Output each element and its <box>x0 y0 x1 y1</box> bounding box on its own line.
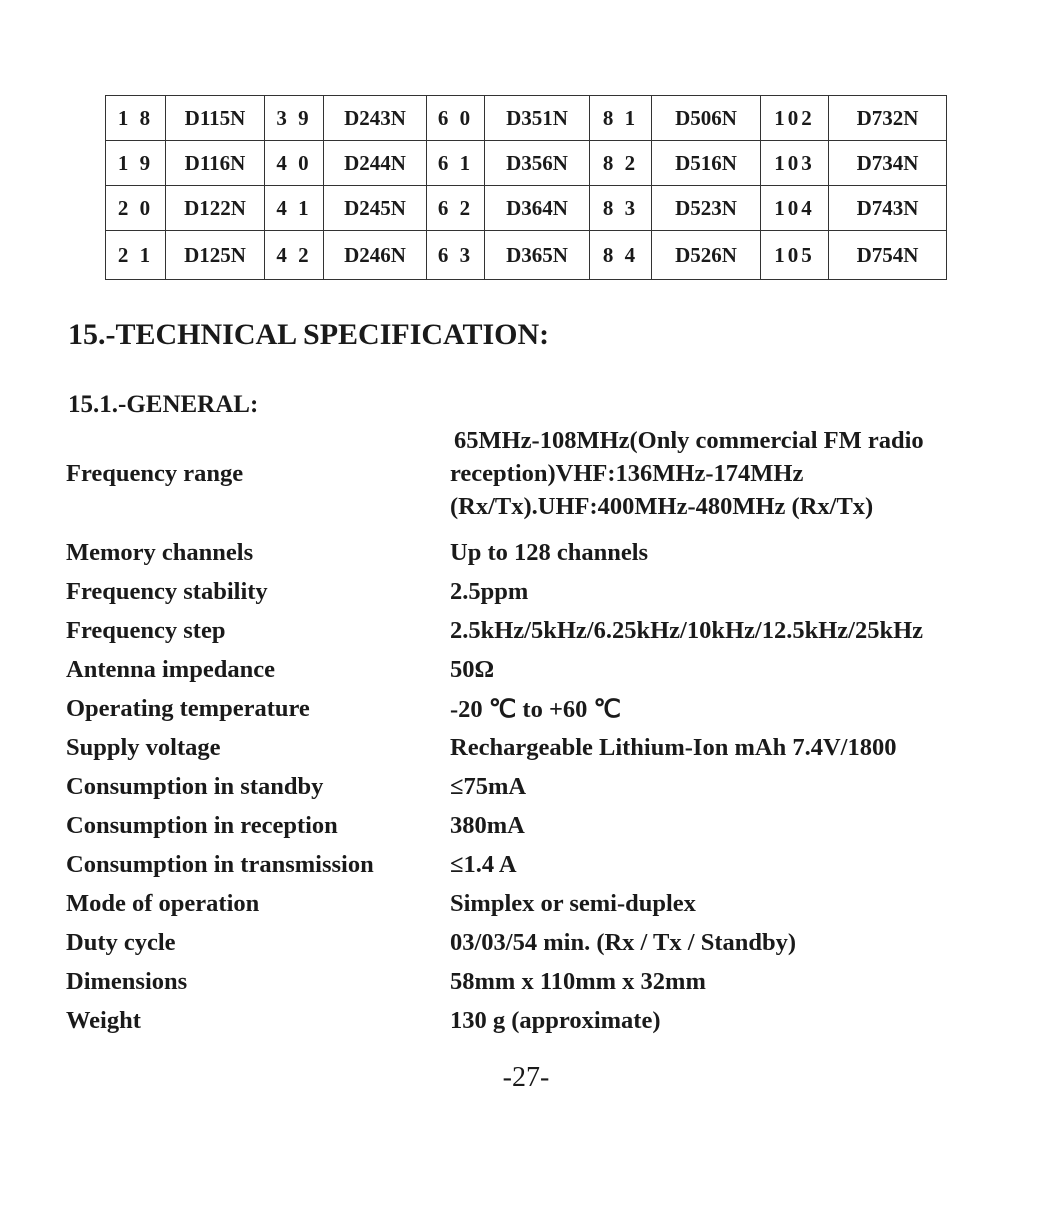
spec-label: Supply voltage <box>66 733 221 761</box>
spec-value: Rechargeable Lithium-Ion mAh 7.4V/1800 <box>450 733 897 761</box>
spec-label: Memory channels <box>66 538 254 566</box>
code-cell: D734N <box>829 141 947 186</box>
code-cell: D523N <box>652 186 761 231</box>
spec-label: Consumption in reception <box>66 811 338 839</box>
channel-number-cell: 3 9 <box>265 96 324 141</box>
channel-number-cell: 6 1 <box>427 141 485 186</box>
spec-value: ≤75mA <box>450 772 527 800</box>
table-row <box>106 231 947 280</box>
spec-label: Weight <box>66 1006 141 1034</box>
code-cell: D243N <box>324 96 427 141</box>
code-cell: D364N <box>485 186 590 231</box>
spec-value-line: (Rx/Tx).UHF:400MHz-480MHz (Rx/Tx) <box>450 493 874 520</box>
table-row <box>106 186 947 231</box>
spec-row <box>66 650 1026 689</box>
channel-number-cell: 8 2 <box>590 141 652 186</box>
code-cell: D516N <box>652 141 761 186</box>
spec-row <box>66 767 1026 806</box>
code-cell: D754N <box>829 231 947 280</box>
channel-number-cell: 102 <box>761 96 829 141</box>
spec-row <box>66 1001 1026 1040</box>
spec-label: Duty cycle <box>66 928 176 956</box>
spec-label: Mode of operation <box>66 889 260 917</box>
spec-value: 50Ω <box>450 655 495 683</box>
spec-row <box>66 806 1026 845</box>
spec-row <box>66 923 1026 962</box>
spec-value: 03/03/54 min. (Rx / Tx / Standby) <box>450 928 797 956</box>
code-cell: D245N <box>324 186 427 231</box>
spec-value-line: 65MHz-108MHz(Only commercial FM radio <box>454 427 924 454</box>
code-cell: D351N <box>485 96 590 141</box>
spec-row <box>66 533 1026 572</box>
channel-number-cell: 1 8 <box>106 96 166 141</box>
table-row <box>106 141 947 186</box>
channel-number-cell: 8 4 <box>590 231 652 280</box>
spec-value: Simplex or semi-duplex <box>450 889 696 917</box>
spec-label: Dimensions <box>66 967 188 995</box>
spec-value: 130 g (approximate) <box>450 1006 661 1034</box>
subsection-title: 15.1.-GENERAL: <box>68 391 259 418</box>
code-table <box>105 95 947 280</box>
page-number: -27- <box>502 1062 550 1093</box>
code-cell: D506N <box>652 96 761 141</box>
code-cell: D116N <box>166 141 265 186</box>
channel-number-cell: 4 2 <box>265 231 324 280</box>
code-cell: D526N <box>652 231 761 280</box>
spec-value: 58mm x 110mm x 32mm <box>450 967 706 995</box>
spec-value: Up to 128 channels <box>450 538 649 566</box>
channel-number-cell: 4 1 <box>265 186 324 231</box>
spec-value: 2.5kHz/5kHz/6.25kHz/10kHz/12.5kHz/25kHz <box>450 616 924 644</box>
channel-number-cell: 103 <box>761 141 829 186</box>
channel-number-cell: 4 0 <box>265 141 324 186</box>
spec-row <box>66 424 1026 533</box>
spec-label: Frequency range <box>66 459 244 487</box>
spec-label: Frequency stability <box>66 577 268 605</box>
spec-label: Frequency step <box>66 616 226 644</box>
spec-label: Operating temperature <box>66 694 310 722</box>
spec-value: 2.5ppm <box>450 577 529 605</box>
spec-row <box>66 611 1026 650</box>
section-title: 15.-TECHNICAL SPECIFICATION: <box>68 318 550 351</box>
channel-number-cell: 2 0 <box>106 186 166 231</box>
spec-row <box>66 689 1026 728</box>
code-cell: D365N <box>485 231 590 280</box>
channel-number-cell: 6 2 <box>427 186 485 231</box>
spec-value: ≤1.4 A <box>450 850 517 878</box>
code-cell: D743N <box>829 186 947 231</box>
spec-value-line: reception)VHF:136MHz-174MHz <box>450 460 804 487</box>
spec-row <box>66 845 1026 884</box>
spec-value: -20 ℃ to +60 ℃ <box>450 695 622 723</box>
spec-value <box>450 424 1026 523</box>
code-cell: D356N <box>485 141 590 186</box>
channel-number-cell: 104 <box>761 186 829 231</box>
code-cell: D122N <box>166 186 265 231</box>
table-row <box>106 96 947 141</box>
channel-number-cell: 6 0 <box>427 96 485 141</box>
code-cell: D732N <box>829 96 947 141</box>
spec-row <box>66 572 1026 611</box>
spec-label: Consumption in standby <box>66 772 324 800</box>
channel-number-cell: 6 3 <box>427 231 485 280</box>
spec-list <box>66 424 1026 1040</box>
spec-row <box>66 884 1026 923</box>
code-cell: D244N <box>324 141 427 186</box>
code-cell: D115N <box>166 96 265 141</box>
spec-value: 380mA <box>450 811 525 839</box>
spec-row <box>66 728 1026 767</box>
spec-row <box>66 962 1026 1001</box>
spec-label: Antenna impedance <box>66 655 275 683</box>
code-cell: D125N <box>166 231 265 280</box>
channel-number-cell: 8 1 <box>590 96 652 141</box>
channel-number-cell: 105 <box>761 231 829 280</box>
channel-number-cell: 2 1 <box>106 231 166 280</box>
spec-label: Consumption in transmission <box>66 850 374 878</box>
channel-number-cell: 8 3 <box>590 186 652 231</box>
code-cell: D246N <box>324 231 427 280</box>
channel-number-cell: 1 9 <box>106 141 166 186</box>
